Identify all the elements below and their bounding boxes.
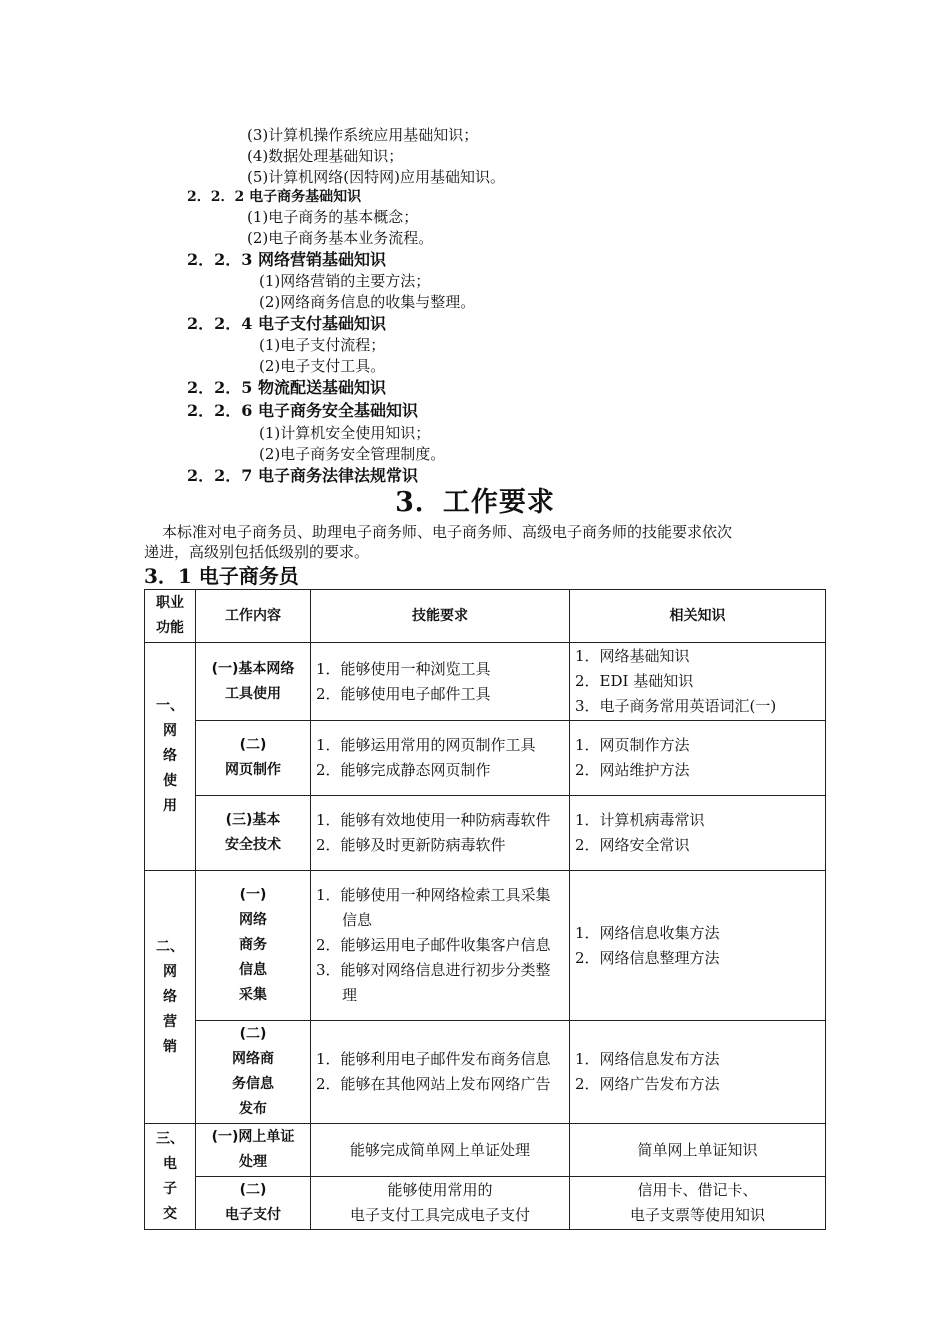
- section-title: 3．工作要求: [395, 487, 555, 518]
- skills-cell: 1．能够使用一种浏览工具 2．能够使用电子邮件工具: [311, 643, 570, 721]
- list-item: (2)电子支付工具。: [259, 357, 386, 375]
- heading-2-2-7: 2．2．7 电子商务法律法规常识: [187, 466, 418, 485]
- header-work: 工作内容: [196, 590, 311, 643]
- list-item: (5)计算机网络(因特网)应用基础知识。: [247, 168, 505, 186]
- heading-2-2-5: 2．2．5 物流配送基础知识: [187, 378, 386, 397]
- heading-2-2-3: 2．2．3 网络营销基础知识: [187, 250, 386, 269]
- skills-cell: 1．能够有效地使用一种防病毒软件 2．能够及时更新防病毒软件: [311, 796, 570, 871]
- knowledge-cell: 简单网上单证知识: [570, 1124, 826, 1177]
- list-item: (2)网络商务信息的收集与整理。: [259, 293, 476, 311]
- func-cell: 二、 网 络 营 销: [145, 871, 196, 1124]
- list-item: (2)电子商务基本业务流程。: [247, 229, 434, 247]
- work-cell: (三)基本 安全技术: [196, 796, 311, 871]
- skills-cell: 1．能够使用一种网络检索工具采集信息 2．能够运用电子邮件收集客户信息 3．能够对网络信息进行初步分类整理: [311, 871, 570, 1021]
- list-item: (1)电子商务的基本概念；: [247, 208, 419, 226]
- table-row: [145, 871, 826, 1021]
- heading-2-2-4: 2．2．4 电子支付基础知识: [187, 314, 386, 333]
- work-cell: (二) 电子支付: [196, 1177, 311, 1230]
- work-cell: (一)网上单证 处理: [196, 1124, 311, 1177]
- subsection-title: 3．1 电子商务员: [144, 564, 299, 588]
- work-cell: (一) 网络 商务 信息 采集: [196, 871, 311, 1021]
- header-skill: 技能要求: [311, 590, 570, 643]
- list-item: (1)电子支付流程；: [259, 336, 386, 354]
- knowledge-cell: 1．计算机病毒常识 2．网络安全常识: [570, 796, 826, 871]
- knowledge-cell: 1．网络信息收集方法 2．网络信息整理方法: [570, 871, 826, 1021]
- work-cell: (二) 网页制作: [196, 721, 311, 796]
- skills-cell: 能够使用常用的 电子支付工具完成电子支付: [311, 1177, 570, 1230]
- table-row: [145, 643, 826, 721]
- heading-2-2-2: 2．2．2 电子商务基础知识: [187, 189, 362, 205]
- header-knowledge: 相关知识: [570, 590, 826, 643]
- knowledge-cell: 1．网络基础知识 2．EDI 基础知识 3．电子商务常用英语词汇(一): [570, 643, 826, 721]
- table-row: [145, 1021, 826, 1124]
- intro-paragraph-line1: 本标准对电子商务员、助理电子商务师、电子商务师、高级电子商务师的技能要求依次: [162, 523, 733, 541]
- list-item: (4)数据处理基础知识；: [247, 147, 404, 165]
- table-row: [145, 796, 826, 871]
- knowledge-cell: 1．网页制作方法 2．网站维护方法: [570, 721, 826, 796]
- skills-cell: 能够完成简单网上单证处理: [311, 1124, 570, 1177]
- skills-cell: 1．能够利用电子邮件发布商务信息 2．能够在其他网站上发布网络广告: [311, 1021, 570, 1124]
- work-cell: (二) 网络商 务信息 发布: [196, 1021, 311, 1124]
- table-row: [145, 1124, 826, 1177]
- header-func: 职业 功能: [145, 590, 196, 643]
- func-cell: 三、 电 子 交: [145, 1124, 196, 1230]
- knowledge-cell: 1．网络信息发布方法 2．网络广告发布方法: [570, 1021, 826, 1124]
- knowledge-cell: 信用卡、借记卡、 电子支票等使用知识: [570, 1177, 826, 1230]
- table-row: [145, 1177, 826, 1230]
- table-header-row: [145, 590, 826, 643]
- list-item: (1)计算机安全使用知识；: [259, 424, 431, 442]
- heading-2-2-6: 2．2．6 电子商务安全基础知识: [187, 401, 418, 420]
- list-item: (3)计算机操作系统应用基础知识；: [247, 126, 479, 144]
- func-cell: 一、 网 络 使 用: [145, 643, 196, 871]
- list-item: (1)网络营销的主要方法；: [259, 272, 431, 290]
- skills-table: [144, 589, 826, 1230]
- work-cell: (一)基本网络 工具使用: [196, 643, 311, 721]
- list-item: (2)电子商务安全管理制度。: [259, 445, 446, 463]
- intro-paragraph-line2: 递进，高级别包括低级别的要求。: [144, 543, 370, 561]
- skills-cell: 1．能够运用常用的网页制作工具 2．能够完成静态网页制作: [311, 721, 570, 796]
- table-row: [145, 721, 826, 796]
